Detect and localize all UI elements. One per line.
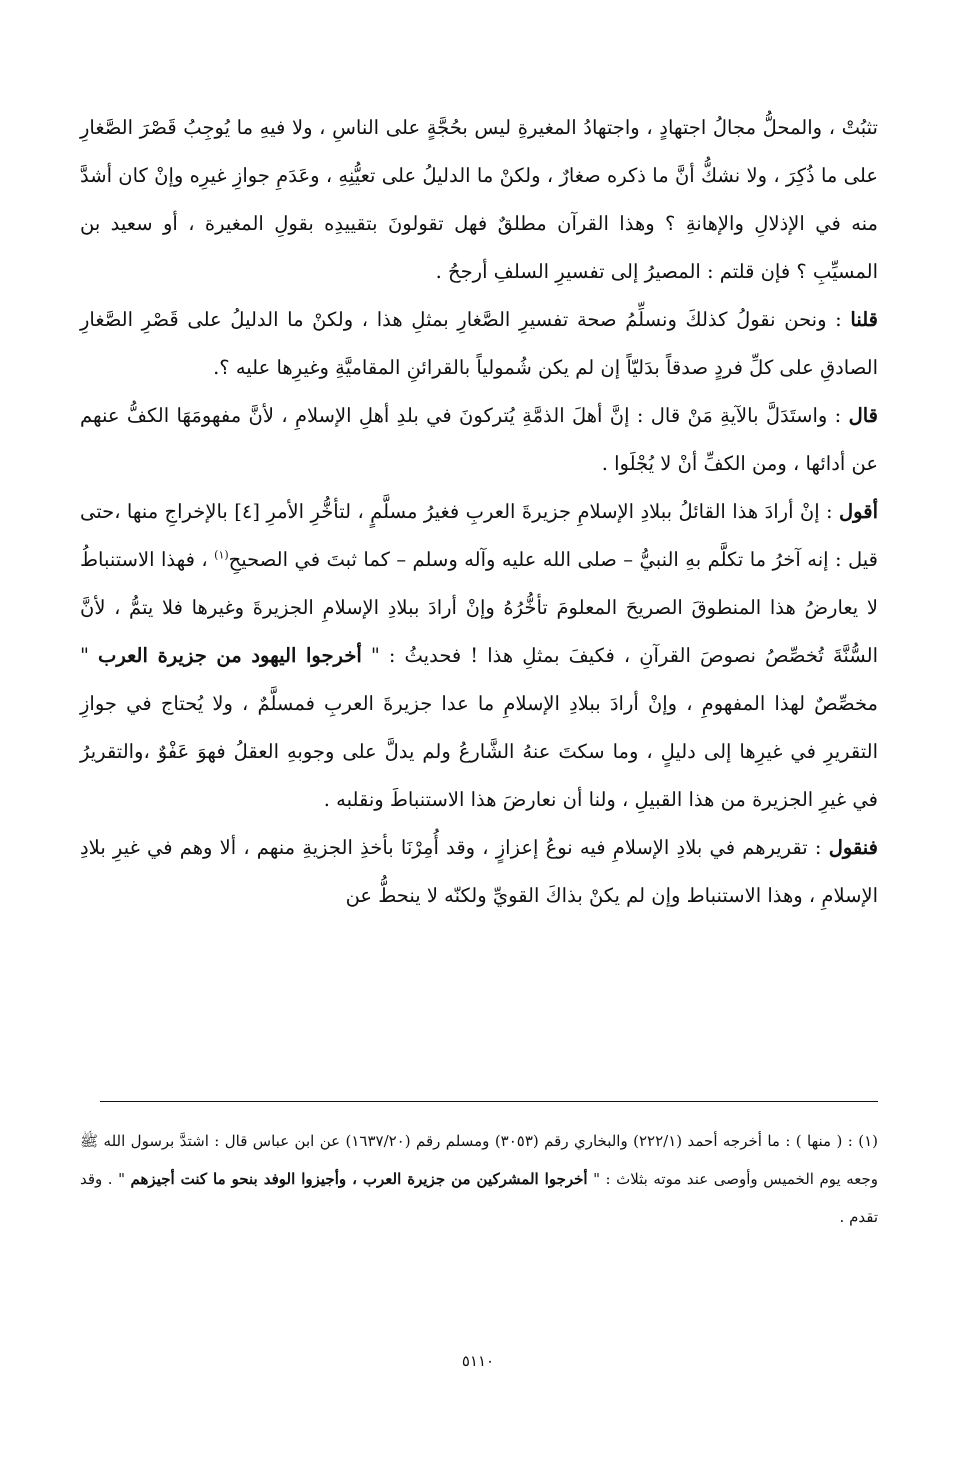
footnote xyxy=(80,1122,878,1236)
paragraph-5-lead: فنقول xyxy=(828,836,878,859)
paragraph-2-text: : ونحن نقولُ كذلكَ ونسلِّمُ صحة تفسيرِ الصَّغارِ بمثلِ هذا ، ولكنْ ما الدليلُ على قَصْرِ الصَّغارِ الصادقِ على كلِّ فردٍ صدقاً بدَليّاً إن لم يكن شُمولياً بالقرائنِ المقاميَّةِ وغيرِها عليه ؟. xyxy=(80,308,878,379)
paragraph-4-text-after: " مخصِّصٌ لهذا المفهومِ ، وإنْ أرادَ ببلادِ الإسلامِ ما عدا جزيرةَ العربِ فمسلَّمٌ ، ولا يُحتاج في جوازِ التقريرِ في غيرِها إلى دليلٍ ، وما سكتَ عنهُ الشَّارعُ ولم يدلَّ على وجوبهِ العقلُ فهوَ عَفْوٌ ،والتقريرُ في غيرِ الجزيرة من هذا القبيلِ ، ولنا أن نعارضَ هذا الاستنباطَ ونقلبه . xyxy=(80,644,878,811)
paragraph-5-text: : تقريرهم في بلادِ الإسلامِ فيه نوعُ إعزازٍ ، وقد أُمِرْنَا بأخذِ الجزيةِ منهم ، ألا وهم في غيرِ بلادِ الإسلامِ ، وهذا الاستنباط وإن لم يكنْ بذاكَ القويِّ ولكنّه لا ينحطُّ عن xyxy=(80,836,878,907)
paragraph-2-lead: قلنا xyxy=(850,308,878,331)
paragraph-3-text: : واستَدَلَّ بالآيةِ مَنْ قال : إنَّ أهلَ الذمَّةِ يُتركونَ في بلدِ أهلِ الإسلامِ ، لأنَّ مفهومَهَا الكفُّ عنهم عن أدائها ، ومن الكفِّ أنْ لا يُجْلَوا . xyxy=(80,404,878,475)
footnote-divider xyxy=(100,1101,878,1102)
footnote-paragraph xyxy=(80,1122,878,1236)
paragraph-3-lead: قال xyxy=(848,404,878,427)
paragraph-4 xyxy=(80,488,878,824)
footnote-reference[interactable]: (١) xyxy=(214,548,229,562)
footnote-text-before: (١) : ( منها ) : ما أخرجه أحمد (٢٢٢/١) والبخاري رقم (٣٠٥٣) ومسلم رقم (١٦٣٧/٢٠) عن ابن عباس قال : اشتدَّ برسول الله ﷺ وجعه يوم الخميس وأوصى عند موته بثلاث : " xyxy=(80,1132,878,1188)
paragraph-4-text-before: : إنْ أرادَ هذا القائلُ ببلادِ الإسلامِ جزيرةَ العربِ فغيرُ مسلَّمٍ ، لتأخُّرِ الأمرِ [٤] بالإخراجِ منها ،حتى قيل : إنه آخرُ ما تكلَّم بهِ النبيُّ – صلى الله عليه وآله وسلم – كما ثبتَ في الصحيحِ xyxy=(80,500,879,571)
paragraph-5 xyxy=(80,824,878,920)
page-number: ٥١١٠ xyxy=(461,1352,495,1370)
paragraph-2 xyxy=(80,296,878,392)
paragraph-3 xyxy=(80,392,878,488)
paragraph-1-text: تثبُتْ ، والمحلُّ مجالُ اجتهادٍ ، واجتهادُ المغيرةِ ليس بحُجَّةٍ على الناسِ ، ولا فيهِ ما يُوجِبُ قَصْرَ الصَّغارِ على ما ذُكِرَ ، ولا نشكُّ أنَّ ما ذكره صغارٌ ، ولكنْ ما الدليلُ على تعيُّنِهِ ، وعَدَمِ جوازِ غيرِه وإنْ كان أشدَّ منه في الإذلالِ والإهانةِ ؟ وهذا القرآن مطلقٌ فهل تقولونَ بتقييدِه بقولِ المغيرة ، أو سعيد بن المسيِّبِ ؟ فإن قلتم : المصيرُ إلى تفسيرِ السلفِ أرجحُ . xyxy=(80,116,878,283)
hadith-quote: أخرجوا اليهود من جزيرة العرب xyxy=(98,644,362,667)
paragraph-4-text-mid: ، فهذا الاستنباطُ لا يعارضُ هذا المنطوقَ الصريحَ المعلومَ تأخُّرُهُ وإنْ أرادَ ببلادِ الإسلامِ الجزيرةَ وغيرها فلا يتمُّ ، لأنَّ السُّنَّةَ تُخصِّصُ نصوصَ القرآنِ ، فكيفَ بمثلِ هذا ! فحديثُ : " xyxy=(80,548,878,667)
paragraph-1 xyxy=(80,104,878,296)
main-text-body xyxy=(80,104,878,920)
footnote-hadith-quote: أخرجوا المشركين من جزيرة العرب ، وأجيزوا الوفد بنحو ما كنت أجيزهم xyxy=(130,1170,588,1188)
footnote-text-after: " . وقد تقدم . xyxy=(80,1170,878,1226)
paragraph-4-lead: أقول xyxy=(839,500,878,523)
